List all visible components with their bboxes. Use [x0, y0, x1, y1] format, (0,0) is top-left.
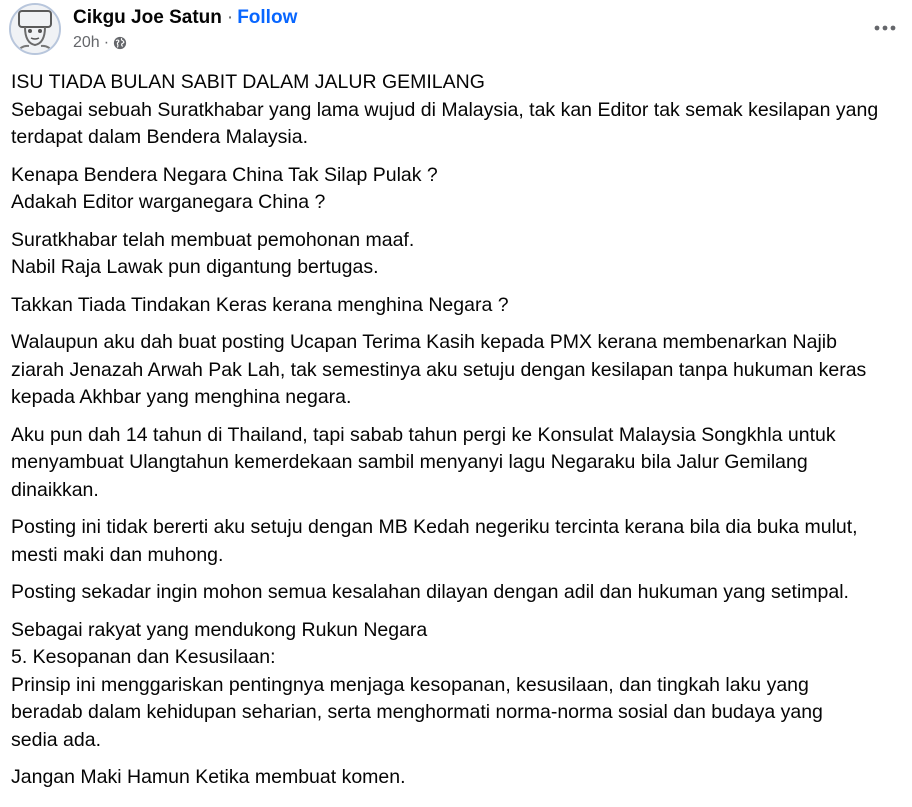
follow-button[interactable]: Follow: [237, 7, 298, 28]
post-paragraph: [11, 764, 906, 792]
post-header: [9, 3, 903, 57]
author-row: [73, 6, 297, 30]
post-text-line: Takkan Tiada Tindakan Keras kerana menghina Negara ?: [11, 293, 509, 316]
post-paragraph: [11, 422, 906, 505]
post-text-line: Adakah Editor warganegara China ?: [11, 191, 326, 213]
more-options-button[interactable]: [867, 13, 903, 43]
post-text-line: Sebagai rakyat yang mendukong Rukun Negara: [11, 618, 428, 641]
timestamp[interactable]: 20h: [73, 34, 100, 51]
post-paragraph: [11, 514, 906, 569]
post-text-line: Walaupun aku dah buat posting Ucapan Terima Kasih kepada PMX kerana membenarkan Najib: [11, 331, 837, 353]
post-text-line: Suratkhabar telah membuat pemohonan maaf.: [11, 228, 415, 251]
name-separator: ·: [226, 7, 234, 28]
post-text-line: ziarah Jenazah Arwah Pak Lah, tak semestinya aku setuju dengan kesilapan tanpa hukuman keras: [11, 358, 867, 381]
post-paragraph: [11, 617, 906, 755]
post-text: [11, 69, 906, 802]
avatar-image: [11, 5, 59, 53]
globe-icon[interactable]: [113, 36, 127, 50]
post-text-line: menyambuat Ulangtahun kemerdekaan sambil menyanyi lagu Negaraku bila Jalur Gemilang: [11, 451, 808, 473]
post-text-line: Posting sekadar ingin mohon semua kesalahan dilayan dengan adil dan hukuman yang setimpal.: [11, 581, 849, 603]
post-paragraph: [11, 292, 906, 320]
avatar[interactable]: [9, 3, 61, 55]
post-text-line: Jangan Maki Hamun Ketika membuat komen.: [11, 766, 406, 788]
author-name[interactable]: Cikgu Joe Satun: [73, 7, 222, 28]
post-text-line: terdapat dalam Bendera Malaysia.: [11, 126, 309, 148]
meta-separator: ·: [103, 34, 110, 51]
post-text-line: sedia ada.: [11, 728, 101, 751]
post-text-line: Nabil Raja Lawak pun digantung bertugas.: [11, 256, 379, 278]
post-paragraph: [11, 579, 906, 607]
post-paragraph: [11, 329, 906, 412]
post-text-line: Aku pun dah 14 tahun di Thailand, tapi sabab tahun pergi ke Konsulat Malaysia Songkhla untuk: [11, 423, 836, 446]
post-text-line: 5. Kesopanan dan Kesusilaan:: [11, 646, 276, 668]
post-text-line: ISU TIADA BULAN SABIT DALAM JALUR GEMILANG: [11, 71, 485, 93]
post-text-line: mesti maki dan muhong.: [11, 543, 224, 566]
post-text-line: Prinsip ini menggariskan pentingnya menjaga kesopanan, kesusilaan, dan tingkah laku yang: [11, 673, 809, 696]
post-meta: [73, 33, 127, 53]
post-text-line: beradab dalam kehidupan seharian, serta menghormati norma-norma sosial dan budaya yang: [11, 701, 823, 723]
more-horizontal-icon: [873, 25, 897, 31]
post-paragraph: [11, 227, 906, 282]
post-text-line: Posting ini tidak bererti aku setuju dengan MB Kedah negeriku tercinta kerana bila dia buka mulut,: [11, 516, 858, 538]
post-paragraph: [11, 162, 906, 217]
post-paragraph: [11, 69, 906, 152]
post-text-line: dinaikkan.: [11, 478, 99, 501]
post-text-line: Kenapa Bendera Negara China Tak Silap Pulak ?: [11, 163, 438, 186]
post-text-line: Sebagai sebuah Suratkhabar yang lama wujud di Malaysia, tak kan Editor tak semak kesilapan yang: [11, 98, 879, 121]
post-text-line: kepada Akhbar yang menghina negara.: [11, 386, 352, 408]
